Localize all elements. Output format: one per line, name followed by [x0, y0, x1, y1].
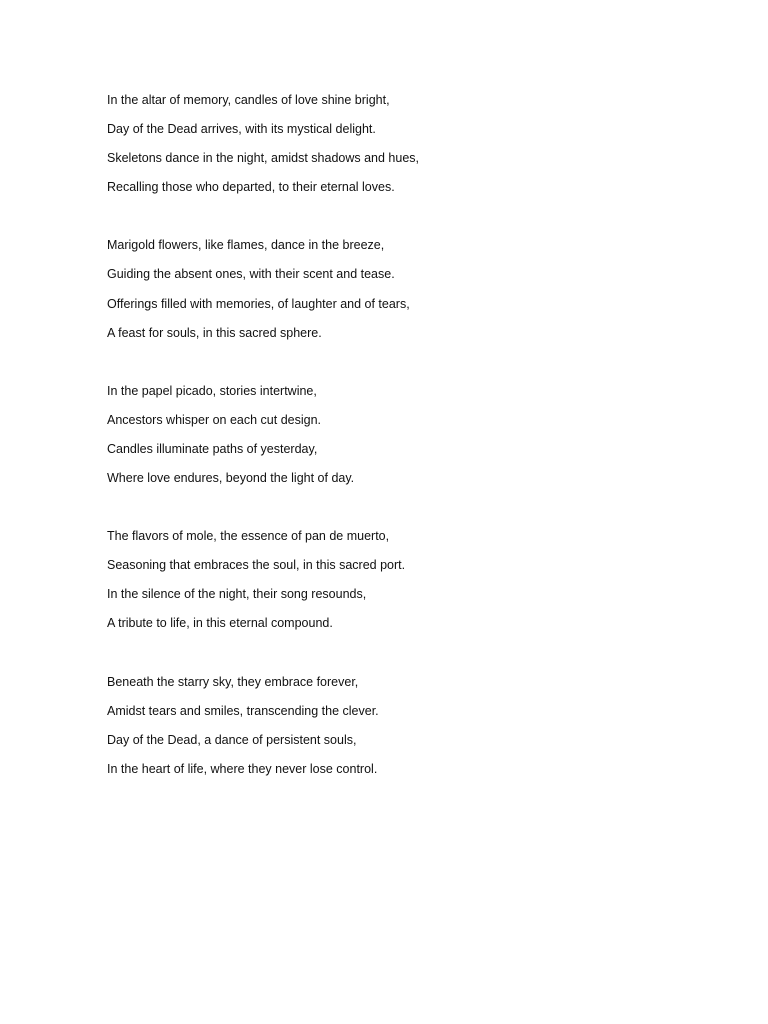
- poem-line: Guiding the absent ones, with their scent and tease.: [107, 267, 395, 282]
- poem-line: Skeletons dance in the night, amidst shadows and hues,: [107, 151, 420, 166]
- stanza-4: [107, 527, 707, 643]
- poem-line: Day of the Dead arrives, with its mystical delight.: [107, 122, 376, 137]
- stanza-2: [107, 236, 707, 352]
- poem-line: Ancestors whisper on each cut design.: [107, 412, 322, 427]
- poem-line: Where love endures, beyond the light of day.: [107, 471, 355, 486]
- poem-line: A feast for souls, in this sacred sphere.: [107, 325, 322, 340]
- poem-line: A tribute to life, in this eternal compound.: [107, 616, 333, 631]
- poem-line: In the silence of the night, their song resounds,: [107, 587, 367, 602]
- poem-line: In the heart of life, where they never lose control.: [107, 761, 378, 776]
- poem-line: Beneath the starry sky, they embrace forever,: [107, 674, 359, 689]
- poem-line: In the papel picado, stories intertwine,: [107, 383, 317, 398]
- poem-line: The flavors of mole, the essence of pan de muerto,: [107, 529, 390, 544]
- poem-line: Day of the Dead, a dance of persistent souls,: [107, 732, 357, 747]
- poem-line: Amidst tears and smiles, transcending the clever.: [107, 703, 379, 718]
- poem-line: Seasoning that embraces the soul, in this sacred port.: [107, 558, 406, 573]
- stanza-5: [107, 673, 707, 789]
- stanza-3: [107, 382, 707, 498]
- poem-line: Candles illuminate paths of yesterday,: [107, 441, 318, 456]
- poem-line: Recalling those who departed, to their eternal loves.: [107, 180, 395, 195]
- stanza-1: [107, 91, 707, 207]
- poem-body: [107, 91, 707, 818]
- poem-line: Offerings filled with memories, of laughter and of tears,: [107, 296, 410, 311]
- poem-line: In the altar of memory, candles of love shine bright,: [107, 93, 390, 107]
- poem-line: Marigold flowers, like flames, dance in the breeze,: [107, 238, 385, 253]
